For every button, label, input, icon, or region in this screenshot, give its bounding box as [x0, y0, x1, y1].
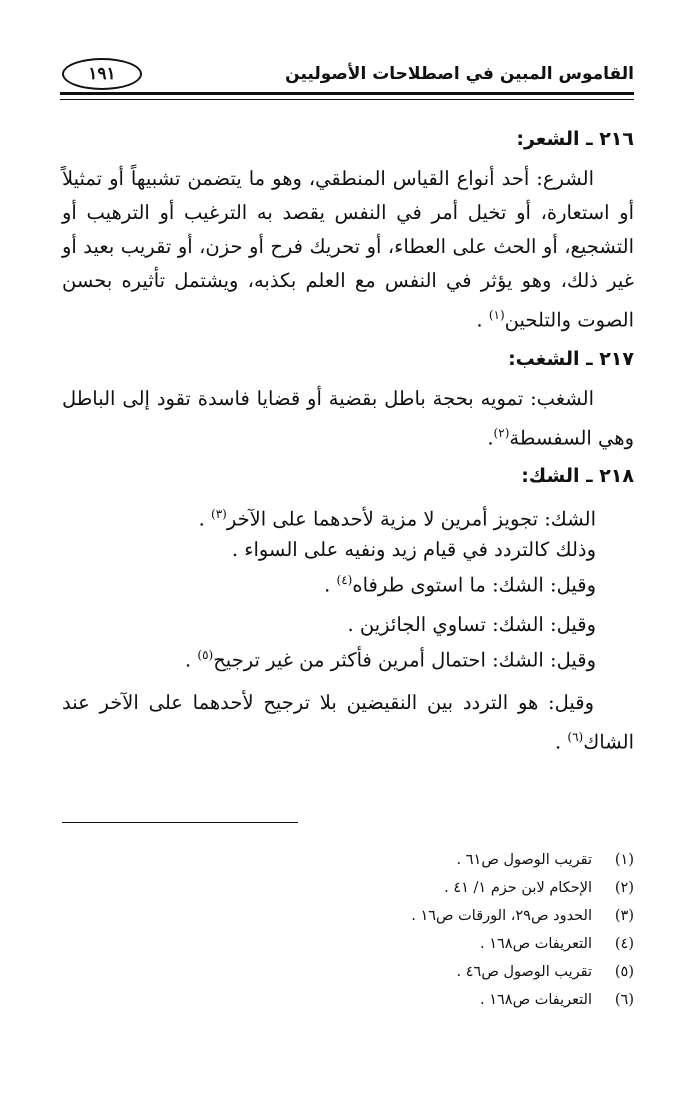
paragraph-text: الشرع: أحد أنواع القياس المنطقي، وهو ما يتضمن تشبيهاً أو تمثيلاً أو استعارة، أو تخيل أمر في النفس يقصد به الترغيب أو الترهيب أو التشجيع، أو الحث على العطاء، أو تحريك فرح أو حزن، أو تقريب بعيد أو غير ذلك، وهو يؤثر في النفس مع العلم بكذبه، ويشتمل تأثيره بحسن الصوت والتلحين	[62, 167, 634, 332]
header-rule-thin	[60, 99, 634, 100]
footnote-item: (٣)الحدود ص٢٩، الورقات ص١٦ .	[411, 908, 634, 924]
footnote-item: (٤)التعريفات ص١٦٨ .	[480, 936, 634, 952]
footnote-item: (٥)تقريب الوصول ص٤٦ .	[456, 964, 634, 980]
spacer	[62, 600, 596, 610]
running-title: القاموس المبين في اصطلاحات الأصوليين	[285, 64, 634, 84]
spacer	[62, 676, 634, 686]
definition-lines	[62, 499, 634, 676]
header-rule-thick	[60, 92, 634, 95]
page-number-badge: ١٩١	[62, 58, 142, 90]
entry-heading-217: ٢١٧ ـ الشغب:	[508, 347, 634, 370]
footnote-ref-3[interactable]: (٣)	[211, 507, 227, 521]
definition-line: وقيل: الشك: احتمال أمرين فأكثر من غير ترجيح$^{(٥)}$ .	[184, 648, 596, 672]
paragraph-text: الشغب: تمويه بحجة باطل بقضية أو قضايا فاسدة تقود إلى الباطل وهي السفسطة	[62, 386, 634, 449]
main-content	[62, 128, 634, 769]
footnote-ref-4[interactable]: (٤)	[336, 572, 353, 587]
footnotes	[411, 846, 634, 1014]
footnote-item: (٦)التعريفات ص١٦٨ .	[480, 992, 634, 1008]
footnote-separator	[62, 822, 298, 823]
paragraph-end: .	[476, 308, 489, 332]
footnote-ref-6[interactable]: (٦)	[567, 729, 584, 744]
definition-line: وقيل: الشك: ما استوى طرفاه$^{(٤)}$ .	[324, 572, 596, 596]
page-header	[62, 58, 634, 90]
entry-paragraph-217	[62, 382, 634, 456]
footnote-ref-1[interactable]: (١)	[488, 308, 505, 322]
footnote-ref-2[interactable]: (٢)	[493, 425, 510, 440]
footnote-ref-5[interactable]: (٥)	[197, 648, 214, 662]
definition-line: وذلك كالتردد في قيام زيد ونفيه على السواء .	[231, 537, 596, 561]
entry-paragraph-218-final: وقيل: هو التردد بين النقيضين بلا ترجيح لأحدهما على الآخر عند الشاك$^{(٦)}$ .	[62, 690, 634, 753]
paragraph-end: .	[487, 426, 494, 449]
entry-paragraph-216	[62, 162, 634, 338]
entry-heading-218: ٢١٨ ـ الشك:	[521, 465, 634, 487]
definition-line: الشك: تجويز أمرين لا مزية لأحدهما على الآخر$^{(٣)}$ .	[198, 507, 596, 531]
definition-line: وقيل: الشك: تساوي الجائزين .	[347, 613, 596, 636]
footnote-item: (١)تقريب الوصول ص٦١ .	[456, 852, 634, 868]
footnote-item: (٢)الإحكام لابن حزم ١/ ٤١ .	[444, 880, 634, 896]
entry-heading-216: ٢١٦ ـ الشعر:	[516, 128, 634, 150]
